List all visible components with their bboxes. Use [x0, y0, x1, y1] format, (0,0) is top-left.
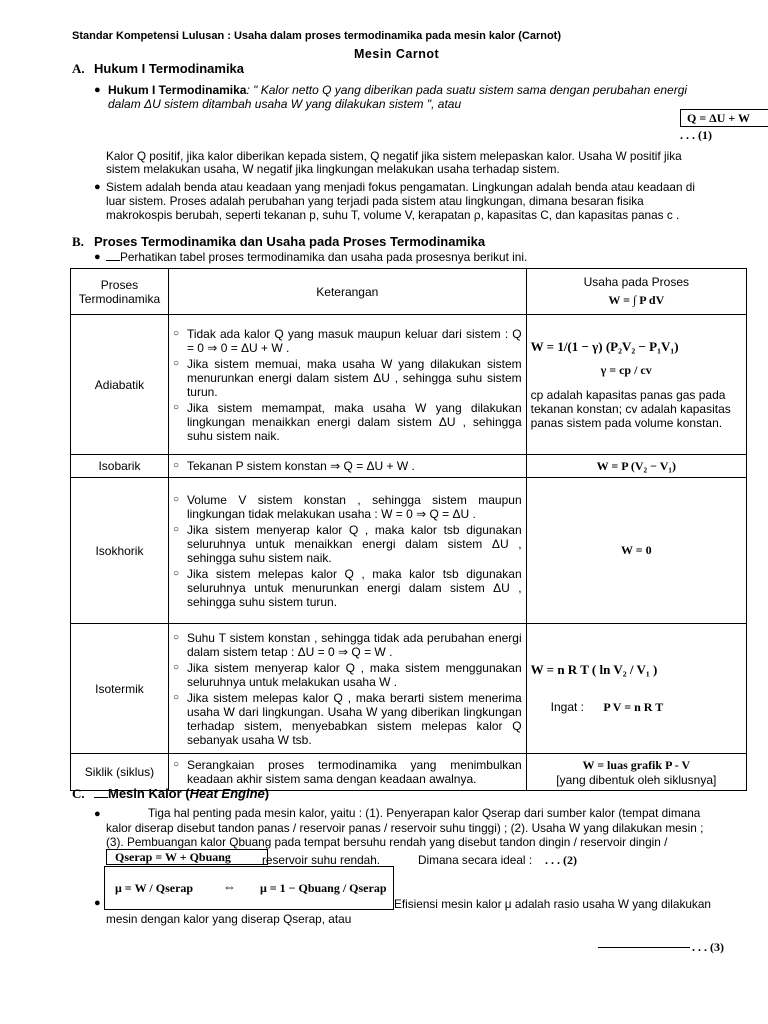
- bullet-icon: ●: [94, 897, 101, 909]
- hukum-line-2: dalam ΔU sistem ditambah usaha W yang dilakukan sistem ", atau: [108, 97, 462, 111]
- bullet-icon: ●: [94, 181, 101, 193]
- siklik-formula: W = luas grafik P - V: [582, 757, 691, 772]
- sistem-text-1: Sistem adalah benda atau keadaan yang menjadi fokus pengamatan. Lingkungan adalah benda atau keadaan di: [106, 180, 695, 194]
- kalor-text-2: sistem melakukan usaha, W negatif jika lingkungan melakukan usaha terhadap sistem.: [106, 162, 560, 176]
- mu-formula-box: [104, 866, 394, 910]
- header-usaha-formula: W = ∫ P dV: [608, 293, 665, 307]
- mesin-text-3: (3). Pembuangan kalor Qbuang pada tempat bersuhu rendah yang disebut tandon dingin / reservoir dingin /: [106, 835, 668, 849]
- row-desc-isokhorik: [168, 478, 526, 624]
- row-desc-isobarik: [168, 455, 526, 478]
- isotermik-formula: W = n R T ( ln V₂ / V₁ ): [530, 662, 658, 677]
- table-header-row: [71, 269, 747, 315]
- row-desc-siklik: [168, 754, 526, 791]
- mesin-text-2: kalor diserap disebut tandon panas / reservoir panas / reservoir suhu tinggi) ; (2). Usaha W yang dilakukan mesin ;: [106, 821, 704, 835]
- bullet-icon: ●: [94, 251, 101, 263]
- list-item: ○ Tekanan P sistem konstan ⇒ Q = ΔU + W .: [173, 459, 522, 473]
- row-usaha-siklik: [526, 754, 746, 791]
- mesin-text-4: reservoir suhu rendah.: [262, 853, 381, 867]
- row-usaha-isobarik: W = P (V₂ − V₁): [526, 455, 746, 478]
- mu-equivalence-icon: ⇔: [223, 879, 236, 894]
- header-usaha-label: Usaha pada Proses: [583, 275, 690, 289]
- row-usaha-isotermik: [526, 624, 746, 754]
- efisiensi-text: Efisiensi mesin kalor μ adalah rasio usaha W yang dilakukan: [394, 897, 711, 911]
- section-b-heading: Proses Termodinamika dan Usaha pada Proses Termodinamika: [94, 234, 486, 249]
- hukum-line-1: [108, 83, 687, 97]
- row-usaha-adiabatik: [526, 315, 746, 455]
- equation-number-2: . . . (2): [545, 853, 577, 867]
- list-item: ○ Tidak ada kalor Q yang masuk maupun keluar dari sistem : Q = 0 ⇒ 0 = ΔU + W .: [173, 327, 522, 355]
- table-row: [71, 455, 747, 478]
- mesin-text-5: mesin dengan kalor yang diserap Qserap, atau: [106, 912, 352, 926]
- hukum-label: Hukum I Termodinamika: [108, 83, 247, 97]
- mesin-text-1: Tiga hal penting pada mesin kalor, yaitu : (1). Penyerapan kalor Qserap dari sumber kalor (tempat dimana: [148, 806, 701, 820]
- section-c-heading: [94, 787, 269, 801]
- standar-kompetensi: Standar Kompetensi Lulusan : Usaha dalam proses termodinamika pada mesin kalor (Carnot): [72, 30, 562, 42]
- formula-3-blank: [598, 947, 690, 948]
- table-row: [71, 315, 747, 455]
- row-name-siklik: Siklik (siklus): [71, 754, 169, 791]
- list-item: ○ Jika sistem memuai, maka usaha W yang dilakukan sistem menurunkan energi dalam sistem ΔU , sehingga suhu sistem turun.: [173, 357, 522, 399]
- table-row: [71, 624, 747, 754]
- header-usaha: [526, 269, 746, 315]
- section-b-intro: [106, 250, 527, 264]
- row-name-isobarik: Isobarik: [71, 455, 169, 478]
- ingat-formula: P V = n R T: [603, 700, 664, 714]
- row-desc-adiabatik: [168, 315, 526, 455]
- list-item: ○ Volume V sistem konstan , sehingga sistem maupun lingkungan tidak melakukan usaha : W = 0 ⇒ Q = ΔU .: [173, 493, 522, 521]
- section-b-intro-text: Perhatikan tabel proses termodinamika dan usaha pada prosesnya berikut ini.: [120, 250, 528, 264]
- row-desc-isotermik: [168, 624, 526, 754]
- list-item: ○ Suhu T sistem konstan , sehingga tidak ada perubahan energi dalam sistem tetap : ΔU = 0 ⇒ Q = W .: [173, 631, 522, 659]
- section-c-letter: C.: [72, 786, 85, 801]
- sistem-text-3: makrokospis berubah, seperti tekanan p, suhu T, volume V, kerapatan ρ, kapasitas C, dan kapasitas panas c .: [106, 208, 680, 222]
- list-item: ○ Jika sistem memampat, maka usaha W yang dilakukan lingkungan menaikkan energi dalam sistem ΔU , sehingga suhu sistem naik.: [173, 401, 522, 443]
- ideal-text: Dimana secara ideal :: [418, 853, 533, 867]
- gamma-formula: γ = cp / cv: [600, 363, 652, 377]
- bullet-icon: ●: [94, 808, 101, 820]
- section-c-heading-italic: Heat Engine: [189, 786, 265, 801]
- list-item: ○ Jika sistem melepas kalor Q , maka berarti sistem menerima usaha W dari lingkungan. Usaha W yang diberikan lingkungan terhadap sistem, menyebabkan sistem melepas kalor Q sebanyak usaha W tsb.: [173, 691, 522, 747]
- sistem-text-2: luar sistem. Proses adalah perubahan yang terjadi pada sistem atau lingkungan, dimana besaran fisika: [106, 194, 644, 208]
- process-table: [70, 268, 747, 791]
- section-a-letter: A.: [72, 61, 85, 76]
- section-c-heading-text: Mesin Kalor (: [108, 786, 190, 801]
- mu-formula-1: μ = W / Qserap: [115, 881, 194, 895]
- siklik-note: [yang dibentuk oleh siklusnya]: [556, 772, 717, 787]
- ingat-line: [531, 700, 742, 715]
- section-c-heading-end: ): [264, 786, 270, 801]
- row-usaha-isokhorik: W = 0: [526, 478, 746, 624]
- bullet-icon: ●: [94, 84, 101, 96]
- list-item: ○ Serangkaian proses termodinamika yang menimbulkan keadaan akhir sistem sama dengan keadaan awalnya.: [173, 758, 522, 786]
- adiabatik-formula: W = 1/(1 − γ) (P₂V₂ − P₁V₁): [530, 339, 679, 354]
- section-a-heading: Hukum I Termodinamika: [94, 61, 245, 76]
- page-title: Mesin Carnot: [354, 47, 440, 61]
- list-item: ○ Jika sistem menyerap kalor Q , maka sistem menggunakan seluruhnya untuk melakukan usaha W .: [173, 661, 522, 689]
- kalor-text-1: Kalor Q positif, jika kalor diberikan kepada sistem, Q negatif jika sistem melepaskan kalor. Usaha W positif jika: [106, 149, 682, 163]
- adiabatik-note: cp adalah kapasitas panas gas pada tekanan konstan; cv adalah kapasitas panas sistem pada volume konstan.: [530, 388, 731, 430]
- list-item: ○ Jika sistem menyerap kalor Q , maka kalor tsb digunakan seluruhnya untuk menaikkan energi dalam sistem ΔU , sehingga suhu sistem naik.: [173, 523, 522, 565]
- equation-number-1: . . . (1): [680, 128, 712, 142]
- row-name-adiabatik: Adiabatik: [71, 315, 169, 455]
- header-keterangan: Keterangan: [168, 269, 526, 315]
- formula-1-box: Q = ΔU + W: [680, 109, 768, 127]
- table-row: [71, 754, 747, 791]
- row-name-isotermik: Isotermik: [71, 624, 169, 754]
- list-item: ○ Jika sistem melepas kalor Q , maka kalor tsb digunakan seluruhnya untuk menurunkan energi dalam sistem ΔU , sehingga suhu sistem turun.: [173, 567, 522, 609]
- section-b-letter: B.: [72, 234, 84, 249]
- mu-formula-2: μ = 1 − Qbuang / Qserap: [260, 881, 387, 895]
- qserap-formula-box: Qserap = W + Qbuang: [106, 849, 268, 865]
- header-proses: Proses Termodinamika: [71, 269, 169, 315]
- equation-number-3: . . . (3): [692, 940, 724, 954]
- table-row: [71, 478, 747, 624]
- row-name-isokhorik: Isokhorik: [71, 478, 169, 624]
- hukum-text-1: : " Kalor netto Q yang diberikan pada suatu sistem sama dengan perubahan energi: [246, 83, 688, 97]
- ingat-label: Ingat :: [550, 700, 584, 714]
